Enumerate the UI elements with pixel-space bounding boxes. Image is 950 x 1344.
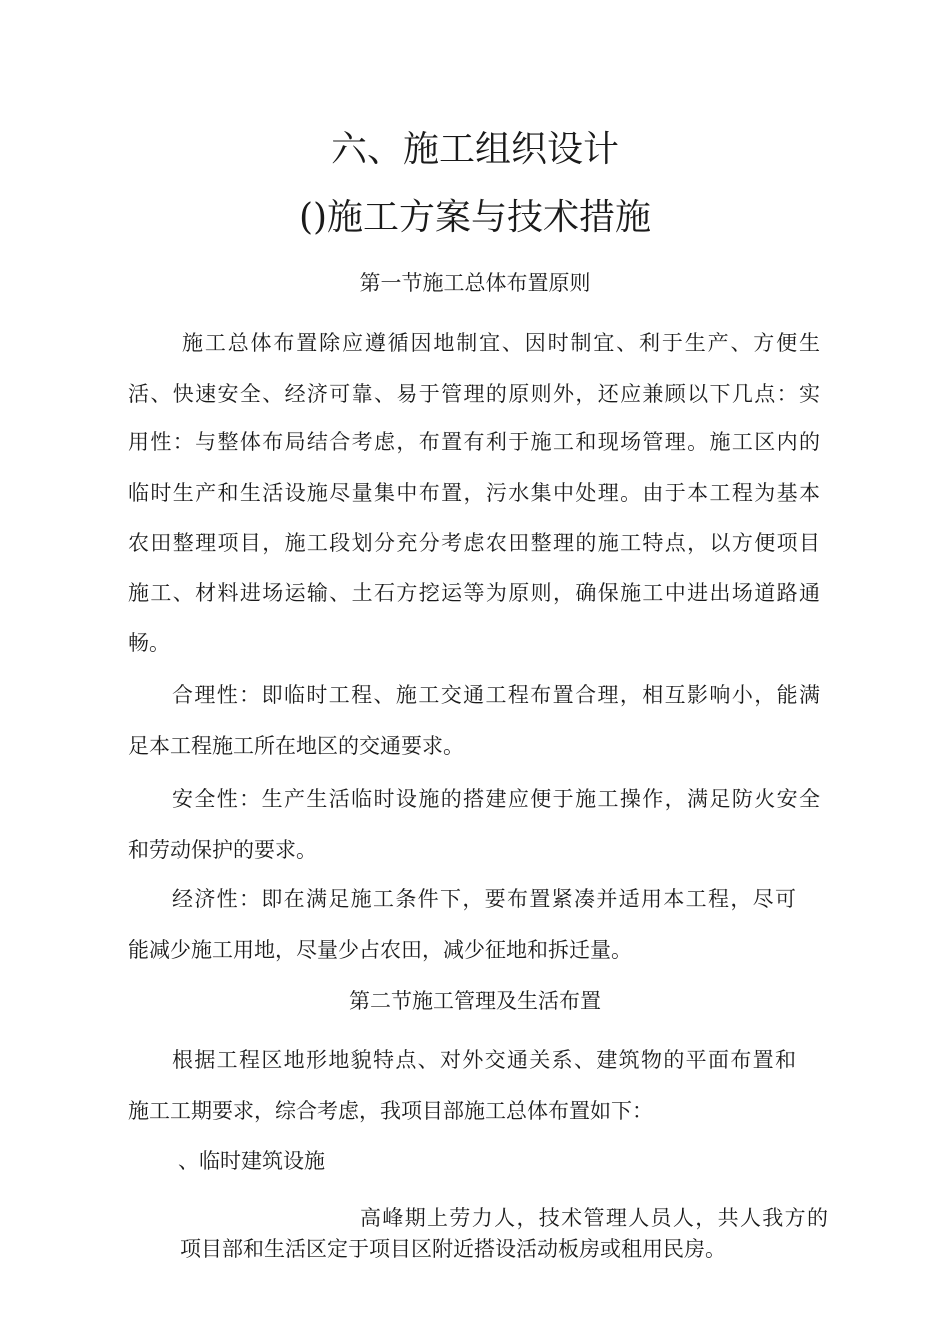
paragraph-line: 合理性：即临时工程、施工交通工程布置合理，相互影响小，能满 <box>172 683 820 707</box>
paragraph-line: 能减少施工用地，尽量少占农田，减少征地和拆迁量。 <box>128 938 632 962</box>
section-heading-2: 第二节施工管理及生活布置 <box>349 989 601 1013</box>
paragraph-line: 和劳动保护的要求。 <box>128 838 317 862</box>
paragraph-line: 足本工程施工所在地区的交通要求。 <box>128 734 464 758</box>
paragraph-line: 施工工期要求，综合考虑，我项目部施工总体布置如下： <box>128 1099 653 1123</box>
paragraph-line: 安全性：生产生活临时设施的搭建应便于施工操作，满足防火安全 <box>172 787 820 811</box>
paragraph-line: 项目部和生活区定于项目区附近搭设活动板房或租用民房。 <box>180 1237 726 1261</box>
paragraph-line: 活、快速安全、经济可靠、易于管理的原则外，还应兼顾以下几点：实 <box>128 382 820 406</box>
paragraph-line: 根据工程区地形地貌特点、对外交通关系、建筑物的平面布置和 <box>172 1048 796 1072</box>
paragraph-line: 经济性：即在满足施工条件下，要布置紧凑并适用本工程，尽可 <box>172 887 796 911</box>
document-title: 六、施工组织设计 <box>330 129 619 170</box>
document-subtitle: ()施工方案与技术措施 <box>298 197 652 238</box>
paragraph-line: 施工总体布置除应遵循因地制宜、因时制宜、利于生产、方便生 <box>182 331 820 355</box>
paragraph-line: 临时生产和生活设施尽量集中布置，污水集中处理。由于本工程为基本 <box>128 481 820 505</box>
paragraph-line: 畅。 <box>128 631 170 655</box>
paragraph-line: 用性：与整体布局结合考虑，布置有利于施工和现场管理。施工区内的 <box>128 430 820 454</box>
paragraph-line: 高峰期上劳力人，技术管理人员人，共人我方的 <box>360 1206 828 1230</box>
list-item-heading: 、临时建筑设施 <box>178 1149 325 1173</box>
paragraph-line: 施工、材料进场运输、土石方挖运等为原则，确保施工中进出场道路通 <box>128 581 820 605</box>
paragraph-line: 农田整理项目，施工段划分充分考虑农田整理的施工特点，以方便项目 <box>128 531 820 555</box>
section-heading-1: 第一节施工总体布置原则 <box>359 271 591 295</box>
